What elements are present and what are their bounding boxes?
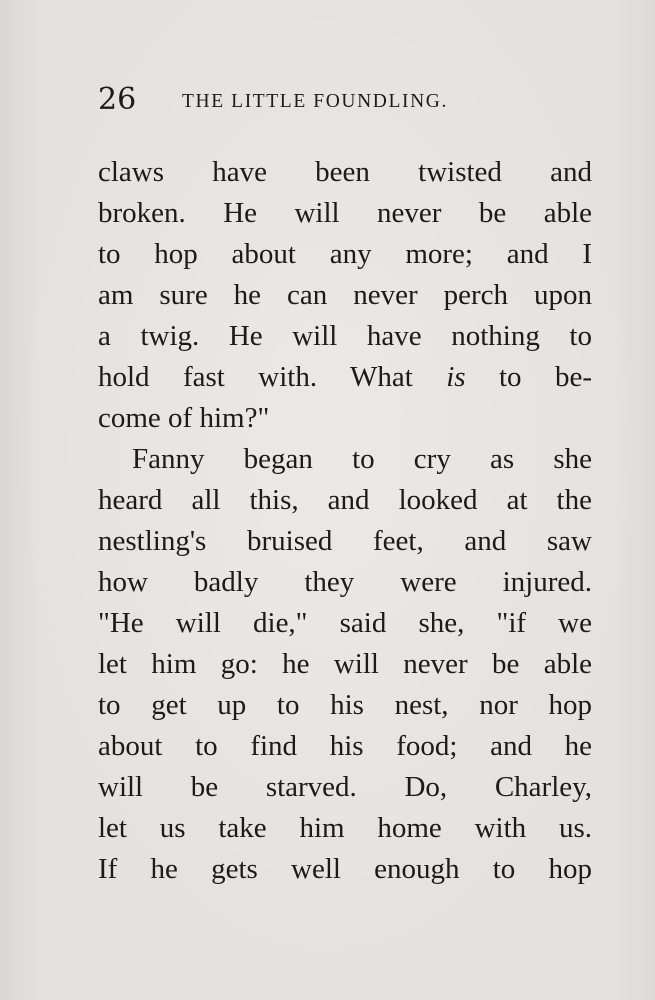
text-line: how badly they were injured.	[98, 566, 592, 598]
text-line: let him go: he will never be able	[98, 648, 592, 680]
emphasis: is	[446, 361, 466, 393]
text-line: am sure he can never perch upon	[98, 279, 592, 311]
text-line: come of him?"	[98, 402, 270, 434]
text-line: about to find his food; and he	[98, 730, 592, 762]
text-line: will be starved. Do, Charley,	[98, 771, 592, 803]
text-line: heard all this, and looked at the	[98, 484, 592, 516]
text-line: If he gets well enough to hop	[98, 853, 592, 885]
text-line: "He will die," said she, "if we	[98, 607, 592, 639]
text-line: nestling's bruised feet, and saw	[98, 525, 592, 557]
running-title: THE LITTLE FOUNDLING.	[182, 91, 448, 112]
text-line: to hop about any more; and I	[98, 238, 592, 270]
page-header	[98, 80, 518, 120]
text-line: to get up to his nest, nor hop	[98, 689, 592, 721]
text-line: let us take him home with us.	[98, 812, 592, 844]
page-number: 26	[98, 82, 137, 117]
text-line: hold fast with. What is to be-	[98, 361, 592, 393]
text-line: claws have been twisted and	[98, 156, 592, 188]
text-line: a twig. He will have nothing to	[98, 320, 592, 352]
text-line: broken. He will never be able	[98, 197, 592, 229]
paragraph-start-line: Fanny began to cry as she	[132, 443, 592, 475]
body-text	[98, 152, 592, 890]
